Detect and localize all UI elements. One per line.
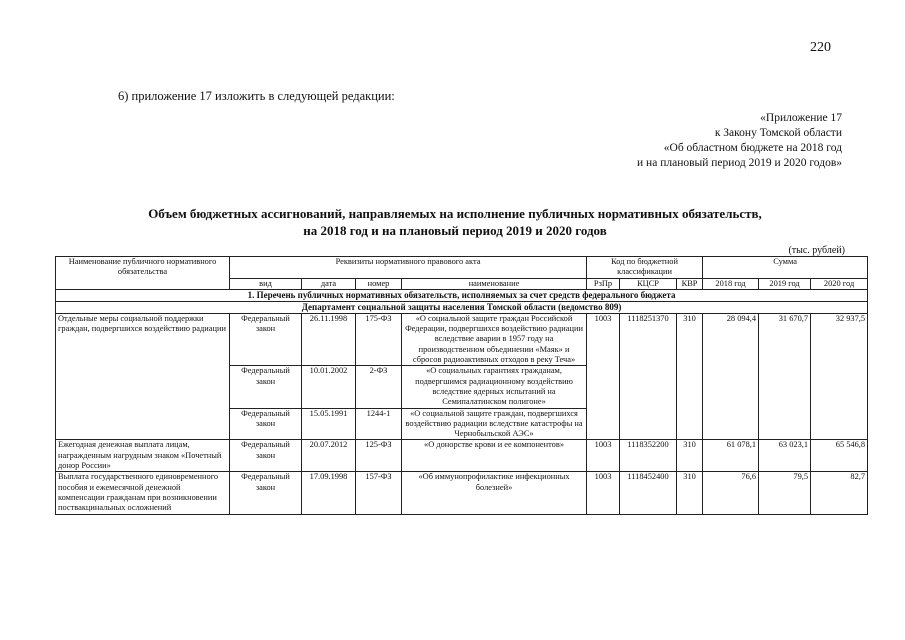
intro-text: 6) приложение 17 изложить в следующей редакции:: [118, 89, 395, 103]
department-title: Департамент социальной защиты населения Томской области (ведомство 809): [56, 301, 868, 313]
sum-2018: 28 094,4: [703, 313, 759, 440]
sum-2020: 32 937,5: [811, 313, 868, 440]
section-row: [56, 289, 868, 301]
act-kind: Федеральный закон: [230, 408, 302, 440]
page-number: 220: [810, 40, 831, 55]
act-name: «Об иммунопрофилактике инфекционных болезней»: [402, 472, 587, 514]
act-number: 175-ФЗ: [356, 313, 402, 365]
appendix-line: «Приложение 17: [760, 112, 842, 124]
header-2020: 2020 год: [811, 278, 868, 289]
header-row: [56, 257, 868, 279]
kcsr-cell: 1118251370: [620, 313, 677, 440]
obligation-name: Ежегодная денежная выплата лицам, награжденным нагрудным знаком «Почетный донор России»: [56, 440, 230, 472]
rzpr-cell: 1003: [587, 313, 620, 440]
header-sum: Сумма: [703, 257, 868, 279]
act-date: 10.01.2002: [302, 366, 356, 408]
header-act-name: наименование: [402, 278, 587, 289]
sum-2018: 76,6: [703, 472, 759, 514]
act-number: 1244-1: [356, 408, 402, 440]
rzpr-cell: 1003: [587, 440, 620, 472]
table-row: [56, 472, 868, 514]
appendix-line: и на плановый период 2019 и 2020 годов»: [637, 157, 842, 169]
sum-2018: 61 078,1: [703, 440, 759, 472]
sum-2020: 82,7: [811, 472, 868, 514]
kcsr-cell: 1118352200: [620, 440, 677, 472]
header-name: Наименование публичного нормативного обязательства: [56, 257, 230, 290]
header-requisites: Реквизиты нормативного правового акта: [230, 257, 587, 279]
obligations-table: [55, 256, 868, 515]
header-rzpr: РзПр: [587, 278, 620, 289]
header-kind: вид: [230, 278, 302, 289]
act-date: 26.11.1998: [302, 313, 356, 365]
header-2018: 2018 год: [703, 278, 759, 289]
units-label: (тыс. рублей): [788, 245, 845, 256]
act-kind: Федеральный закон: [230, 472, 302, 514]
act-kind: Федеральный закон: [230, 440, 302, 472]
appendix-line: «Об областном бюджете на 2018 год: [663, 142, 842, 154]
appendix-note: [637, 111, 842, 171]
kcsr-cell: 1118452400: [620, 472, 677, 514]
appendix-line: к Закону Томской области: [714, 127, 842, 139]
sum-2020: 65 546,8: [811, 440, 868, 472]
act-kind: Федеральный закон: [230, 313, 302, 365]
header-date: дата: [302, 278, 356, 289]
act-number: 157-ФЗ: [356, 472, 402, 514]
table-row: [56, 313, 868, 365]
kvr-cell: 310: [677, 472, 703, 514]
title-line: на 2018 год и на плановый период 2019 и 2020 годов: [303, 223, 607, 238]
act-date: 15.05.1991: [302, 408, 356, 440]
kvr-cell: 310: [677, 440, 703, 472]
sum-2019: 79,5: [759, 472, 811, 514]
obligation-name: Отдельные меры социальной поддержки граждан, подвергшихся воздействию радиации: [56, 313, 230, 440]
header-budget-code: Код по бюджетной классификации: [587, 257, 703, 279]
title-line: Объем бюджетных ассигнований, направляемых на исполнение публичных нормативных обязательств,: [148, 206, 762, 221]
act-number: 125-ФЗ: [356, 440, 402, 472]
sum-2019: 63 023,1: [759, 440, 811, 472]
document-title: [60, 205, 850, 239]
act-date: 20.07.2012: [302, 440, 356, 472]
header-2019: 2019 год: [759, 278, 811, 289]
department-row: [56, 301, 868, 313]
section-title: 1. Перечень публичных нормативных обязательств, исполняемых за счет средств федерального бюджета: [56, 289, 868, 301]
header-number: номер: [356, 278, 402, 289]
header-kvr: КВР: [677, 278, 703, 289]
table-row: [56, 440, 868, 472]
kvr-cell: 310: [677, 313, 703, 440]
act-date: 17.09.1998: [302, 472, 356, 514]
header-kcsr: КЦСР: [620, 278, 677, 289]
act-name: «О социальных гарантиях гражданам, подвергшимся радиационному воздействию вследствие ядерных испытаний на Семипалатинском полигоне»: [402, 366, 587, 408]
act-name: «О донорстве крови и ее компонентов»: [402, 440, 587, 472]
act-number: 2-ФЗ: [356, 366, 402, 408]
act-kind: Федеральный закон: [230, 366, 302, 408]
act-name: «О социальной защите граждан, подвергшихся воздействию радиации вследствие катастрофы на Чернобыльской АЭС»: [402, 408, 587, 440]
rzpr-cell: 1003: [587, 472, 620, 514]
obligation-name: Выплата государственного единовременного пособия и ежемесячной денежной компенсации гражданам при возникновении поствакцинальных осложнений: [56, 472, 230, 514]
sum-2019: 31 670,7: [759, 313, 811, 440]
act-name: «О социальной защите граждан Российской Федерации, подвергшихся воздействию радиации вследствие аварии в 1957 году на производственном объединении «Маяк» и сбросов радиоактивных отходов в реку Теча»: [402, 313, 587, 365]
